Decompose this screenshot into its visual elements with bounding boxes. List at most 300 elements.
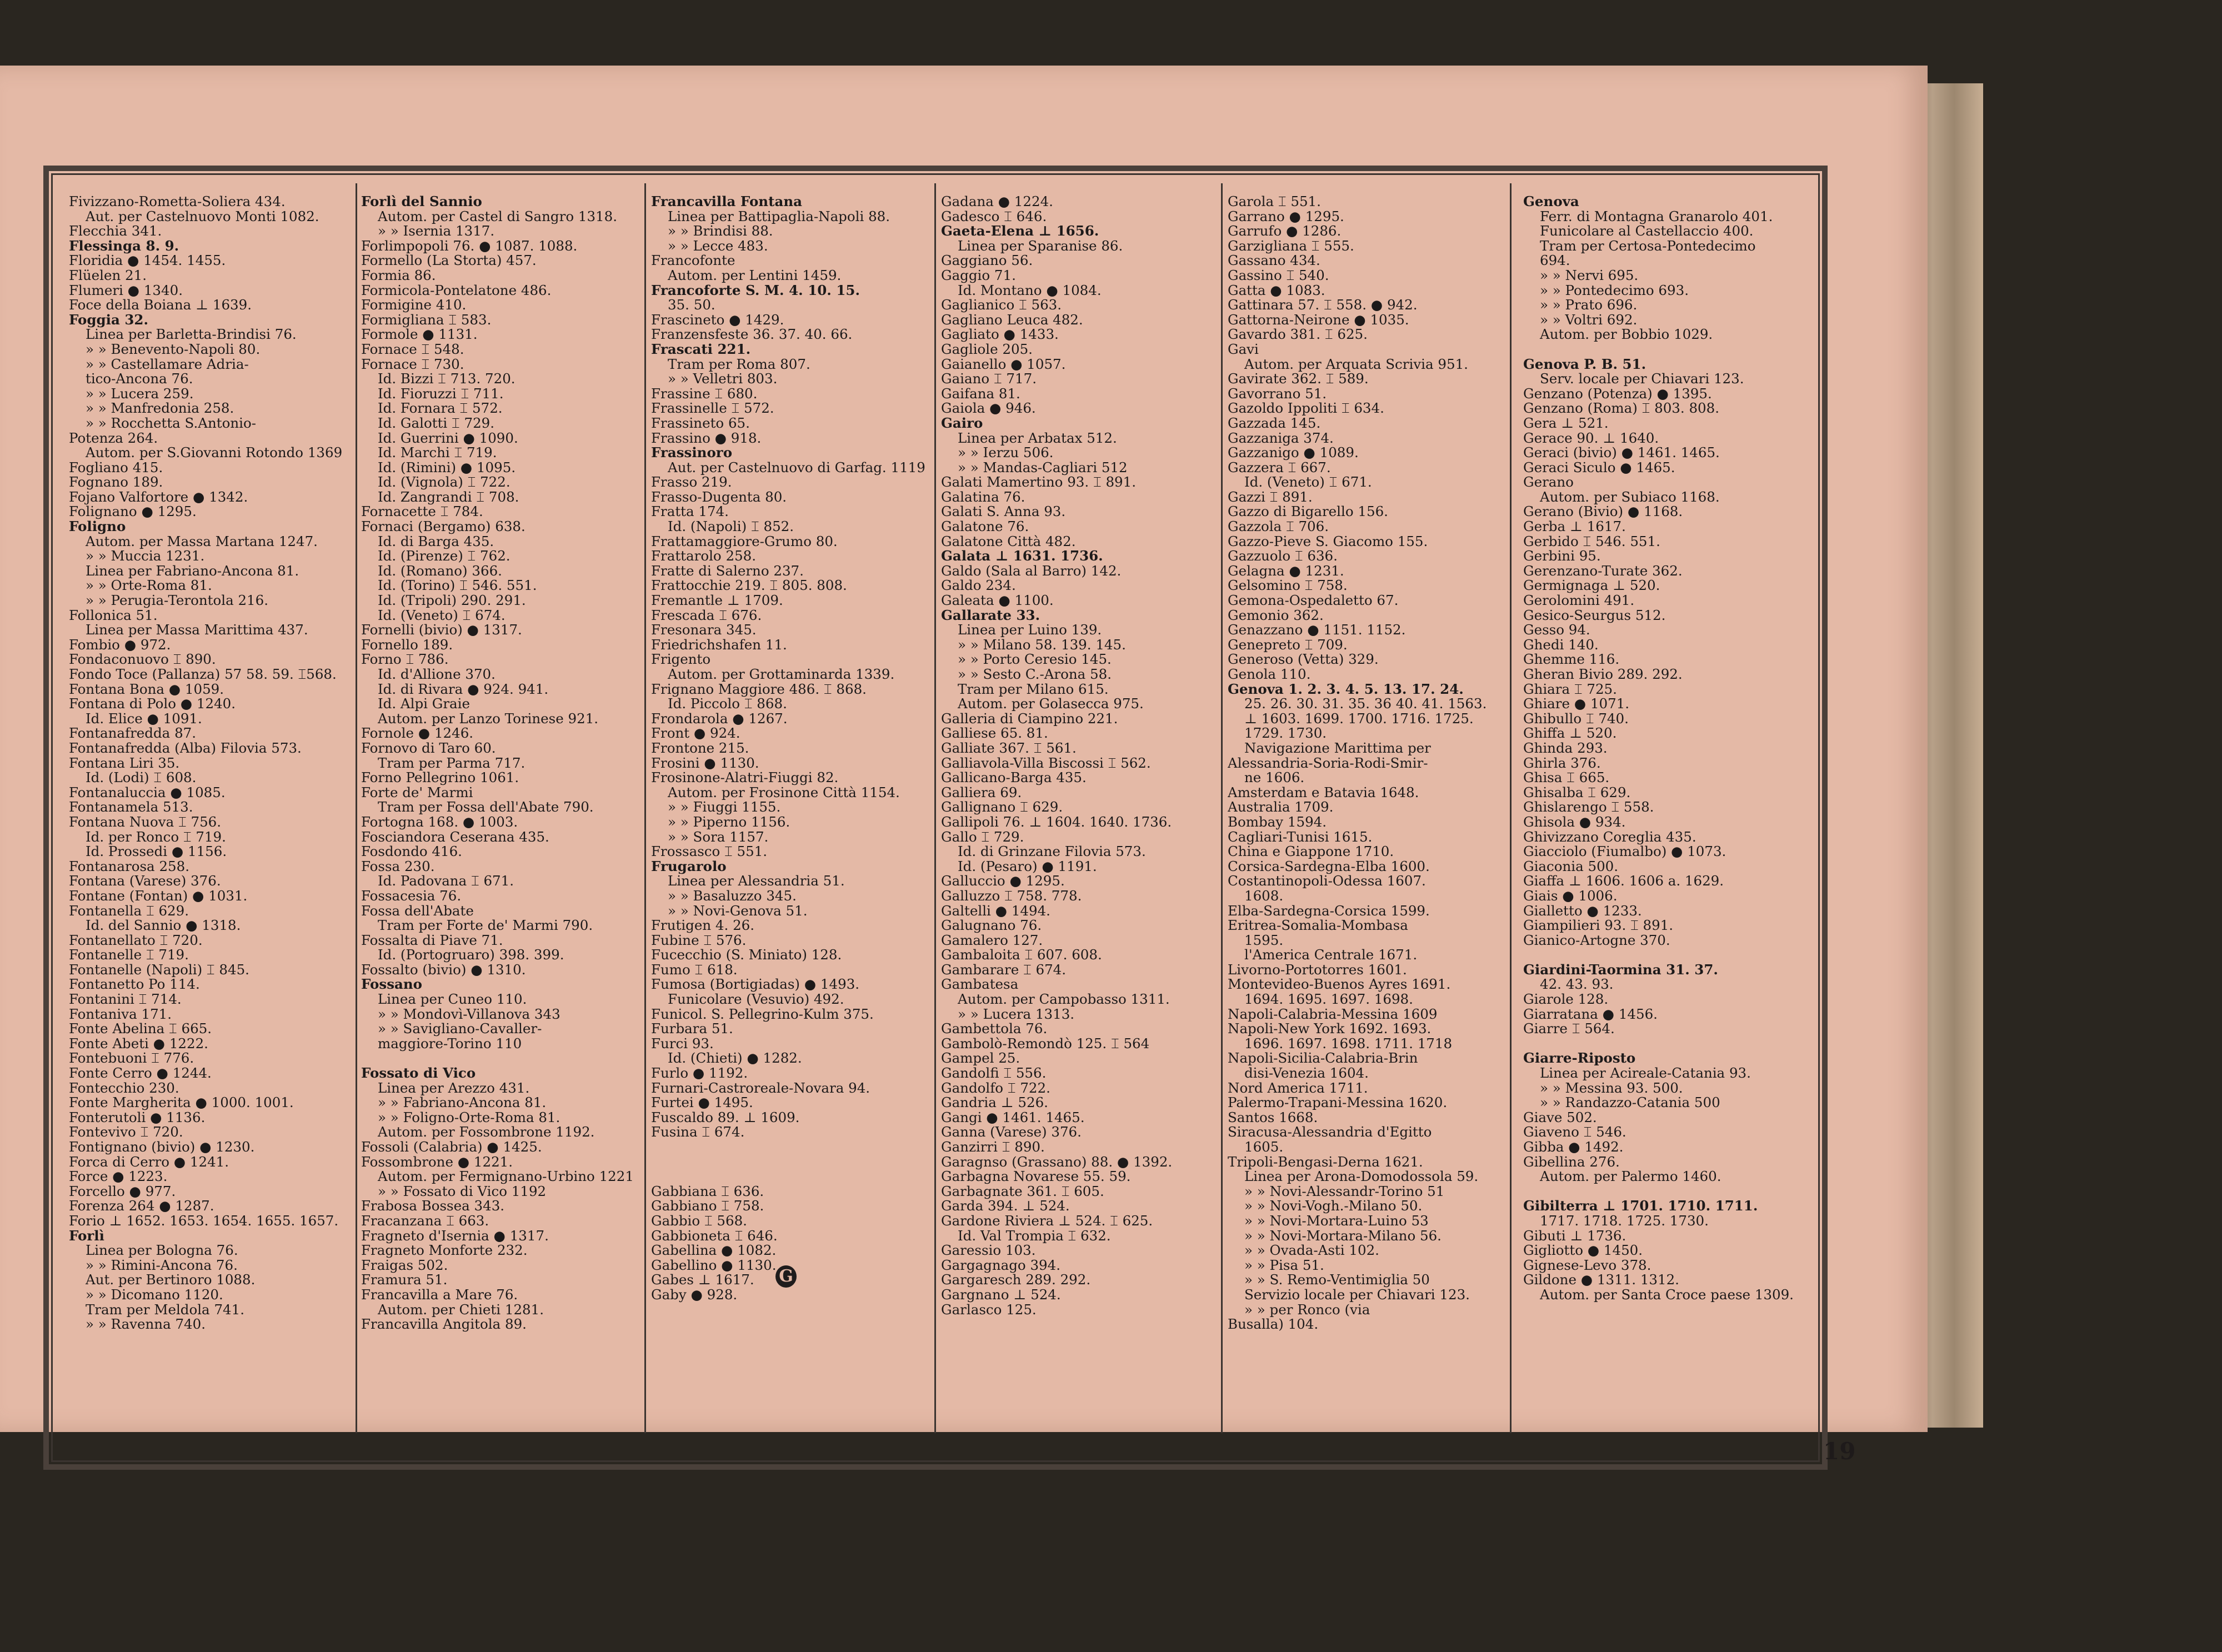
index-entry: Garzigliana ⌶ 555. xyxy=(1228,237,1354,254)
index-entry: Fonte Abelina ⌶ 665. xyxy=(69,1020,212,1037)
index-entry: Gerolomini 491. xyxy=(1523,592,1635,609)
index-entry: Fontana (Varese) 376. xyxy=(69,873,221,889)
index-entry: Gambarare ⌶ 674. xyxy=(941,961,1067,978)
index-entry: Garagnso (Grassano) 88. ● 1392. xyxy=(941,1153,1173,1170)
index-entry: Id. per Ronco ⌶ 719. xyxy=(86,828,226,845)
index-entry: Gazzo-Pieve S. Giacomo 155. xyxy=(1228,533,1428,549)
index-entry: Fossombrone ● 1221. xyxy=(361,1153,513,1170)
index-entry: Gerano (Bivio) ● 1168. xyxy=(1523,503,1683,520)
index-entry: » » Foligno-Orte-Roma 81. xyxy=(378,1109,560,1125)
index-entry: Fragneto d'Isernia ● 1317. xyxy=(361,1227,549,1244)
index-entry: Forenza 264 ● 1287. xyxy=(69,1198,214,1214)
index-entry: Livorno-Portotorres 1601. xyxy=(1228,961,1407,978)
index-entry: » » Rimini-Ancona 76. xyxy=(86,1256,238,1273)
column-divider xyxy=(644,183,646,1433)
index-entry: Tram per Milano 615. xyxy=(958,680,1109,697)
index-entry: maggiore-Torino 110 xyxy=(378,1035,522,1052)
index-entry: » » Ravenna 740. xyxy=(86,1316,206,1333)
index-entry: Costantinopoli-Odessa 1607. xyxy=(1228,873,1426,889)
index-entry: » » Manfredonia 258. xyxy=(86,400,234,417)
index-entry: Fontebuoni ⌶ 776. xyxy=(69,1050,194,1067)
index-entry: Gallarate 33. xyxy=(941,607,1040,623)
index-entry: Gabbiana ⌶ 636. xyxy=(651,1183,764,1199)
index-entry: Giais ● 1006. xyxy=(1523,887,1618,904)
index-entry: Fontanelle ⌶ 719. xyxy=(69,947,189,963)
index-entry: Gabbiano ⌶ 758. xyxy=(651,1198,764,1214)
index-entry: Frosini ● 1130. xyxy=(651,754,759,771)
index-entry: Genzano (Potenza) ● 1395. xyxy=(1523,385,1712,402)
index-entry: Frondarola ● 1267. xyxy=(651,710,788,727)
index-entry: Francoforte S. M. 4. 10. 15. xyxy=(651,282,860,298)
index-entry: Frascineto ● 1429. xyxy=(651,311,784,328)
index-entry: Gigliotto ● 1450. xyxy=(1523,1242,1643,1259)
index-entry: Furci 93. xyxy=(651,1035,714,1052)
index-entry: Furtei ● 1495. xyxy=(651,1094,753,1111)
index-entry xyxy=(651,1140,929,1155)
index-entry: Gibilterra ⊥ 1701. 1710. 1711. xyxy=(1523,1198,1758,1214)
index-entry: Ghedi 140. xyxy=(1523,636,1599,653)
index-entry: Id. Padovana ⌶ 671. xyxy=(378,873,514,889)
index-entry: Gadesco ⌶ 646. xyxy=(941,208,1047,224)
index-entry: Giarre-Riposto xyxy=(1523,1050,1636,1067)
index-entry: Gassino ⌶ 540. xyxy=(1228,267,1329,283)
index-entry: » » Basaluzzo 345. xyxy=(668,887,797,904)
index-entry: Navigazione Marittima per xyxy=(1244,739,1431,756)
index-entry: Galati Mamertino 93. ⌶ 891. xyxy=(941,474,1137,490)
index-entry: Frontone 215. xyxy=(651,739,749,756)
index-entry: Framura 51. xyxy=(361,1271,448,1288)
index-entry: Fresonara 345. xyxy=(651,622,757,638)
index-entry: Ghinda 293. xyxy=(1523,739,1608,756)
index-entry: Fontecchio 230. xyxy=(69,1079,179,1096)
index-entry: Gassano 434. xyxy=(1228,252,1320,269)
index-entry: Fontignano (bivio) ● 1230. xyxy=(69,1139,255,1155)
index-entry: Fortogna 168. ● 1003. xyxy=(361,813,518,830)
index-entry: Id. Zangrandi ⌶ 708. xyxy=(378,488,519,505)
index-entry: Frutigen 4. 26. xyxy=(651,917,755,934)
index-entry: » » Piperno 1156. xyxy=(668,813,790,830)
index-entry: Forte de' Marmi xyxy=(361,784,473,800)
index-entry: Frugarolo xyxy=(651,858,727,874)
index-entry: Tram per Fossa dell'Abate 790. xyxy=(378,799,594,815)
index-entry: Gazzera ⌶ 667. xyxy=(1228,459,1331,475)
index-entry: Gambatesa xyxy=(941,976,1019,993)
index-entry xyxy=(1523,1184,1801,1199)
index-entry: Id. di Grinzane Filovia 573. xyxy=(958,843,1146,860)
index-entry: Fossano xyxy=(361,976,423,993)
index-entry: Giarratana ● 1456. xyxy=(1523,1005,1658,1022)
index-entry: Fonte Margherita ● 1000. 1001. xyxy=(69,1094,294,1111)
index-entry: Fornaci (Bergamo) 638. xyxy=(361,518,526,535)
index-entry: » » Novi-Mortara-Luino 53 xyxy=(1244,1212,1429,1229)
index-entry: Gazzo di Bigarello 156. xyxy=(1228,503,1388,520)
index-entry: Gaianello ● 1057. xyxy=(941,356,1066,372)
index-entry: Frattocchie 219. ⌶ 805. 808. xyxy=(651,577,847,594)
index-entry: Forcello ● 977. xyxy=(69,1183,176,1199)
index-entry: Id. Piccolo ⌶ 868. xyxy=(668,695,787,712)
column-divider xyxy=(934,183,936,1433)
index-entry: Id. Val Trompia ⌶ 632. xyxy=(958,1227,1111,1244)
index-entry: » » Randazzo-Catania 500 xyxy=(1540,1094,1720,1111)
index-entry: Autom. per Lanzo Torinese 921. xyxy=(378,710,599,727)
index-entry: Fremantle ⊥ 1709. xyxy=(651,592,783,609)
index-entry: Ghisa ⌶ 665. xyxy=(1523,769,1610,786)
index-entry: Ghivizzano Coreglia 435. xyxy=(1523,828,1696,845)
section-letter-badge: G xyxy=(775,1265,797,1288)
index-entry: Frassinoro xyxy=(651,444,733,461)
index-entry: Gazzola ⌶ 706. xyxy=(1228,518,1329,535)
index-entry: Gerace 90. ⊥ 1640. xyxy=(1523,429,1659,446)
index-entry: Frasso 219. xyxy=(651,474,732,490)
index-entry: Id. (Torino) ⌶ 546. 551. xyxy=(378,577,537,594)
index-entry: Gandria ⊥ 526. xyxy=(941,1094,1048,1111)
index-entry: Gabellina ● 1082. xyxy=(651,1242,777,1259)
index-entry: Fornovo di Taro 60. xyxy=(361,739,496,756)
index-entry: Gerano xyxy=(1523,474,1574,490)
index-entry: Gaglianico ⌶ 563. xyxy=(941,297,1062,313)
index-entry: Frossasco ⌶ 551. xyxy=(651,843,768,860)
index-entry: » » Muccia 1231. xyxy=(86,548,205,564)
index-entry: Fojano Valfortore ● 1342. xyxy=(69,488,248,505)
index-entry: Id. (Pesaro) ● 1191. xyxy=(958,858,1097,874)
index-entry: Furbara 51. xyxy=(651,1020,733,1037)
index-entry: Franzensfeste 36. 37. 40. 66. xyxy=(651,326,853,343)
index-entry: Gibellina 276. xyxy=(1523,1153,1620,1170)
index-entry: Folignano ● 1295. xyxy=(69,503,197,520)
index-entry: Formia 86. xyxy=(361,267,436,283)
index-entry: Frigento xyxy=(651,651,711,668)
index-entry: » » Lucera 259. xyxy=(86,385,194,402)
index-entry: » » Sora 1157. xyxy=(668,828,769,845)
index-entry: Friedrichshafen 11. xyxy=(651,636,787,653)
index-entry: Tram per Forte de' Marmi 790. xyxy=(378,917,593,934)
index-entry: Fonte Abeti ● 1222. xyxy=(69,1035,208,1052)
index-entry: Id. (Lodi) ⌶ 608. xyxy=(86,769,197,786)
index-entry: Linea per Sparanise 86. xyxy=(958,237,1123,254)
index-entry: Gandolfo ⌶ 722. xyxy=(941,1079,1050,1096)
index-entry: Fratte di Salerno 237. xyxy=(651,562,804,579)
index-entry: Gardone Riviera ⊥ 524. ⌶ 625. xyxy=(941,1212,1153,1229)
index-entry: Fossa 230. xyxy=(361,858,435,874)
index-entry: Id. (Vignola) ⌶ 722. xyxy=(378,474,511,490)
index-entry: Autom. per Fossombrone 1192. xyxy=(378,1124,595,1140)
index-entry: » » Isernia 1317. xyxy=(378,223,495,239)
index-entry: Fontanarosa 258. xyxy=(69,858,190,874)
index-entry: Gaeta-Elena ⊥ 1656. xyxy=(941,223,1099,239)
index-entry: » » Fabriano-Ancona 81. xyxy=(378,1094,547,1111)
index-entry: Autom. per S.Giovanni Rotondo 1369 xyxy=(86,444,343,461)
index-entry: Francavilla Fontana xyxy=(651,194,803,209)
index-entry: Gemona-Ospedaletto 67. xyxy=(1228,592,1399,609)
index-entry: Gazzaniga 374. xyxy=(1228,429,1334,446)
index-entry: » » Fossato di Vico 1192 xyxy=(378,1183,547,1199)
index-entry: » » Prato 696. xyxy=(1540,297,1638,313)
index-entry: » » Mondovì-Villanova 343 xyxy=(378,1005,560,1022)
index-entry: Linea per Arbatax 512. xyxy=(958,429,1117,446)
index-entry xyxy=(1523,1037,1801,1052)
index-entry: Fontane (Fontan) ● 1031. xyxy=(69,887,248,904)
index-entry: Giampilieri 93. ⌶ 891. xyxy=(1523,917,1674,934)
index-entry: Ghirla 376. xyxy=(1523,754,1601,771)
index-entry: Gattinara 57. ⌶ 558. ● 942. xyxy=(1228,297,1418,313)
index-entry xyxy=(651,1155,929,1170)
index-entry: » » Lecce 483. xyxy=(668,237,768,254)
index-entry: » » Fiuggi 1155. xyxy=(668,799,781,815)
index-entry: Gazzi ⌶ 891. xyxy=(1228,488,1313,505)
index-column xyxy=(941,194,1219,1450)
index-entry: Id. Marchi ⌶ 719. xyxy=(378,444,497,461)
index-entry: Aut. per Bertinoro 1088. xyxy=(86,1271,256,1288)
index-entry: Australia 1709. xyxy=(1228,799,1334,815)
index-entry: Gabellino ● 1130. xyxy=(651,1256,777,1273)
index-entry: Garbagnate 361. ⌶ 605. xyxy=(941,1183,1104,1199)
index-entry: Fontevivo ⌶ 720. xyxy=(69,1124,183,1140)
index-entry: Tram per Certosa-Pontedecimo xyxy=(1540,237,1756,254)
index-entry: Gerbini 95. xyxy=(1523,548,1601,564)
index-entry: Frassino ● 918. xyxy=(651,429,762,446)
index-entry: Ghiffa ⊥ 520. xyxy=(1523,725,1617,742)
index-entry: Forio ⊥ 1652. 1653. 1654. 1655. 1657. xyxy=(69,1212,339,1229)
index-entry: Flessinga 8. 9. xyxy=(69,237,179,254)
index-entry: 1595. xyxy=(1244,932,1284,948)
index-entry: Gagliato ● 1433. xyxy=(941,326,1059,343)
index-entry: Frabosa Bossea 343. xyxy=(361,1198,505,1214)
index-entry: Linea per Barletta-Brindisi 76. xyxy=(86,326,297,343)
index-entry: Geraci (bivio) ● 1461. 1465. xyxy=(1523,444,1720,461)
index-entry: Autom. per Santa Croce paese 1309. xyxy=(1540,1286,1794,1303)
index-entry: Gazzuolo ⌶ 636. xyxy=(1228,548,1338,564)
index-entry: Id. (Napoli) ⌶ 852. xyxy=(668,518,794,535)
index-entry: Fornace ⌶ 548. xyxy=(361,341,464,357)
index-entry: Fornace ⌶ 730. xyxy=(361,356,464,372)
index-entry: ⊥ 1603. 1699. 1700. 1716. 1725. xyxy=(1244,710,1474,727)
index-entry: Formole ● 1131. xyxy=(361,326,478,343)
index-entry: Linea per Fabriano-Ancona 81. xyxy=(86,562,299,579)
index-entry: » » Novi-Vogh.-Milano 50. xyxy=(1244,1198,1423,1214)
index-entry: Gibuti ⊥ 1736. xyxy=(1523,1227,1627,1244)
index-entry: Gabbio ⌶ 568. xyxy=(651,1212,747,1229)
index-column xyxy=(361,194,639,1450)
index-entry: Id. (Veneto) ⌶ 674. xyxy=(378,607,506,623)
index-entry: Fondaconuovo ⌶ 890. xyxy=(69,651,216,668)
index-entry: Galdo 234. xyxy=(941,577,1016,594)
index-entry: Aut. per Castelnuovo di Garfag. 1119 xyxy=(668,459,925,475)
index-entry: Ghiare ● 1071. xyxy=(1523,695,1630,712)
index-entry: Funicolare al Castellaccio 400. xyxy=(1540,223,1754,239)
index-entry: Fornacette ⌶ 784. xyxy=(361,503,483,520)
index-entry: Fucecchio (S. Miniato) 128. xyxy=(651,947,842,963)
index-entry: Fontaniva 171. xyxy=(69,1005,172,1022)
index-entry: Autom. per Arquata Scrivia 951. xyxy=(1244,356,1468,372)
index-entry: Geraci Siculo ● 1465. xyxy=(1523,459,1675,475)
index-entry: Fontana Nuova ⌶ 756. xyxy=(69,813,222,830)
index-column xyxy=(651,194,929,1450)
index-entry: Furlo ● 1192. xyxy=(651,1065,748,1082)
index-entry: Gandolfi ⌶ 556. xyxy=(941,1065,1047,1082)
index-entry: Garbagna Novarese 55. 59. xyxy=(941,1168,1131,1185)
index-entry: Gadana ● 1224. xyxy=(941,194,1053,209)
index-entry: Gamalero 127. xyxy=(941,932,1043,948)
index-entry: Fraigas 502. xyxy=(361,1256,448,1273)
index-entry: Giaveno ⌶ 546. xyxy=(1523,1124,1627,1140)
index-entry: Gagliole 205. xyxy=(941,341,1033,357)
index-entry: Tram per Roma 807. xyxy=(668,356,810,372)
index-entry: Autom. per Chieti 1281. xyxy=(378,1301,544,1318)
index-entry: Galleria di Ciampino 221. xyxy=(941,710,1118,727)
index-entry: Genzano (Roma) ⌶ 803. 808. xyxy=(1523,400,1719,417)
index-entry: Autom. per Frosinone Città 1154. xyxy=(668,784,900,800)
index-entry: Id. Prossedi ● 1156. xyxy=(86,843,227,860)
index-entry: Gambettola 76. xyxy=(941,1020,1048,1037)
index-entry: Galeata ● 1100. xyxy=(941,592,1054,609)
index-entry: Gampel 25. xyxy=(941,1050,1020,1067)
index-entry: » » Benevento-Napoli 80. xyxy=(86,341,261,357)
index-entry: Frattamaggiore-Grumo 80. xyxy=(651,533,838,549)
index-entry: » » per Ronco (via xyxy=(1244,1301,1370,1318)
index-entry: Genazzano ● 1151. 1152. xyxy=(1228,622,1406,638)
index-entry: Fornelli (bivio) ● 1317. xyxy=(361,622,522,638)
index-entry: Fontanellato ⌶ 720. xyxy=(69,932,203,948)
index-entry: Linea per Battipaglia-Napoli 88. xyxy=(668,208,890,224)
index-entry: 25. 26. 30. 31. 35. 36 40. 41. 1563. xyxy=(1244,695,1487,712)
index-entry: Ganna (Varese) 376. xyxy=(941,1124,1082,1140)
column-divider xyxy=(1510,183,1512,1433)
index-entry: Gesico-Seurgus 512. xyxy=(1523,607,1666,623)
index-entry: Tripoli-Bengasi-Derna 1621. xyxy=(1228,1153,1423,1170)
index-entry: Gargaresch 289. 292. xyxy=(941,1271,1091,1288)
index-entry: Fornello 189. xyxy=(361,636,453,653)
index-entry: Fontanamela 513. xyxy=(69,799,193,815)
index-entry: Garlasco 125. xyxy=(941,1301,1037,1318)
index-entry: » » Savigliano-Cavaller- xyxy=(378,1020,542,1037)
index-entry: Fontana Bona ● 1059. xyxy=(69,680,224,697)
index-entry: Fognano 189. xyxy=(69,474,163,490)
index-entry: Foligno xyxy=(69,518,126,535)
index-entry xyxy=(1523,342,1801,357)
index-entry: Gairo xyxy=(941,414,983,431)
index-entry: Frescada ⌶ 676. xyxy=(651,607,762,623)
index-entry: Eritrea-Somalia-Mombasa xyxy=(1228,917,1408,934)
index-entry: 1694. 1695. 1697. 1698. xyxy=(1244,991,1413,1008)
index-entry: Gavi xyxy=(1228,341,1259,357)
index-entry: Gavorrano 51. xyxy=(1228,385,1327,402)
index-entry: Frascati 221. xyxy=(651,341,751,357)
index-entry: Linea per Alessandria 51. xyxy=(668,873,845,889)
index-entry: Fontanetto Po 114. xyxy=(69,976,200,993)
index-entry: Giardini-Taormina 31. 37. xyxy=(1523,961,1718,978)
index-entry: Fondo Toce (Pallanza) 57 58. 59. ⌶568. xyxy=(69,666,337,682)
index-entry: Galata ⊥ 1631. 1736. xyxy=(941,548,1103,564)
index-entry: Gerbido ⌶ 546. 551. xyxy=(1523,533,1660,549)
index-entry: Gavirate 362. ⌶ 589. xyxy=(1228,371,1369,387)
index-column xyxy=(1228,194,1505,1450)
index-entry: » » Novi-Alessandr-Torino 51 xyxy=(1244,1183,1445,1199)
index-entry: Gaiano ⌶ 717. xyxy=(941,371,1037,387)
index-entry: Formigliana ⌶ 583. xyxy=(361,311,492,328)
index-entry: Gargagnago 394. xyxy=(941,1256,1061,1273)
index-entry: Follonica 51. xyxy=(69,607,158,623)
index-entry: Garola ⌶ 551. xyxy=(1228,194,1321,209)
index-entry: Flumeri ● 1340. xyxy=(69,282,183,298)
index-entry: Linea per Arona-Domodossola 59. xyxy=(1244,1168,1479,1185)
index-entry: Genola 110. xyxy=(1228,666,1311,682)
index-entry: Galdo (Sala al Barro) 142. xyxy=(941,562,1122,579)
index-entry: Gignese-Levo 378. xyxy=(1523,1256,1652,1273)
index-entry: Gemonio 362. xyxy=(1228,607,1324,623)
index-entry: » » S. Remo-Ventimiglia 50 xyxy=(1244,1271,1430,1288)
index-entry: » » Rocchetta S.Antonio- xyxy=(86,414,256,431)
index-entry: Id. (Romano) 366. xyxy=(378,562,502,579)
index-entry: Id. Fioruzzi ⌶ 711. xyxy=(378,385,504,402)
index-entry: Gaby ● 928. xyxy=(651,1286,738,1303)
index-entry: Fontanaluccia ● 1085. xyxy=(69,784,226,800)
index-entry: Napoli-Calabria-Messina 1609 xyxy=(1228,1005,1438,1022)
index-entry: Galatone 76. xyxy=(941,518,1029,535)
index-entry: Fossoli (Calabria) ● 1425. xyxy=(361,1139,542,1155)
index-entry: Potenza 264. xyxy=(69,429,158,446)
index-entry: Giaffa ⊥ 1606. 1606 a. 1629. xyxy=(1523,873,1724,889)
index-entry: Galluzzo ⌶ 758. 778. xyxy=(941,887,1082,904)
index-entry: Flecchia 341. xyxy=(69,223,162,239)
index-entry: Forlimpopoli 76. ● 1087. 1088. xyxy=(361,237,578,254)
index-entry: Gildone ● 1311. 1312. xyxy=(1523,1271,1679,1288)
index-entry: Tram per Meldola 741. xyxy=(86,1301,244,1318)
index-entry: Gangi ● 1461. 1465. xyxy=(941,1109,1085,1125)
index-entry: » » Ovada-Asti 102. xyxy=(1244,1242,1379,1259)
index-entry: Elba-Sardegna-Corsica 1599. xyxy=(1228,902,1430,919)
index-entry: Frignano Maggiore 486. ⌶ 868. xyxy=(651,680,867,697)
index-entry: Autom. per Fermignano-Urbino 1221 xyxy=(378,1168,634,1185)
index-entry: Genova xyxy=(1523,194,1579,209)
index-entry: Gaifana 81. xyxy=(941,385,1020,402)
index-entry: Forlì del Sannio xyxy=(361,194,482,209)
index-entry: » » Messina 93. 500. xyxy=(1540,1079,1683,1096)
index-entry: Id. (Tripoli) 290. 291. xyxy=(378,592,526,609)
index-entry: Funicol. S. Pellegrino-Kulm 375. xyxy=(651,1005,874,1022)
index-column xyxy=(1523,194,1801,1450)
index-entry: Foce della Boiana ⊥ 1639. xyxy=(69,297,252,313)
index-entry: Serv. locale per Chiavari 123. xyxy=(1540,371,1744,387)
index-entry: Forlì xyxy=(69,1227,104,1244)
index-column xyxy=(69,194,347,1450)
index-entry: Fosdondo 416. xyxy=(361,843,462,860)
index-entry: Alessandria-Soria-Rodi-Smir- xyxy=(1228,754,1428,771)
index-entry: Gazoldo Ippoliti ⌶ 634. xyxy=(1228,400,1384,417)
index-entry: Galliera 69. xyxy=(941,784,1022,800)
index-entry: Fontanelle (Napoli) ⌶ 845. xyxy=(69,961,249,978)
index-entry: Formello (La Storta) 457. xyxy=(361,252,537,269)
index-entry: Fuscaldo 89. ⊥ 1609. xyxy=(651,1109,800,1125)
index-entry: Gavardo 381. ⌶ 625. xyxy=(1228,326,1368,343)
index-entry: » » Voltri 692. xyxy=(1540,311,1638,328)
index-entry: Busalla) 104. xyxy=(1228,1316,1319,1333)
index-entry: Ferr. di Montagna Granarolo 401. xyxy=(1540,208,1773,224)
index-entry: Fonterutoli ● 1136. xyxy=(69,1109,206,1125)
index-entry: Linea per Acireale-Catania 93. xyxy=(1540,1065,1751,1082)
index-entry: tico-Ancona 76. xyxy=(86,371,193,387)
index-entry: Id. (Rimini) ● 1095. xyxy=(378,459,516,475)
index-entry: Id. Fornara ⌶ 572. xyxy=(378,400,503,417)
index-entry: Fumo ⌶ 618. xyxy=(651,961,738,978)
index-entry: » » Pontedecimo 693. xyxy=(1540,282,1689,298)
index-entry: » » Velletri 803. xyxy=(668,371,778,387)
index-entry: Napoli-Sicilia-Calabria-Brin xyxy=(1228,1050,1418,1067)
index-entry: 1696. 1697. 1698. 1711. 1718 xyxy=(1244,1035,1453,1052)
index-entry: Giaconia 500. xyxy=(1523,858,1619,874)
index-entry: Fossalta di Piave 71. xyxy=(361,932,503,948)
index-entry: Gelsomino ⌶ 758. xyxy=(1228,577,1348,594)
index-entry: Fontanini ⌶ 714. xyxy=(69,991,182,1008)
